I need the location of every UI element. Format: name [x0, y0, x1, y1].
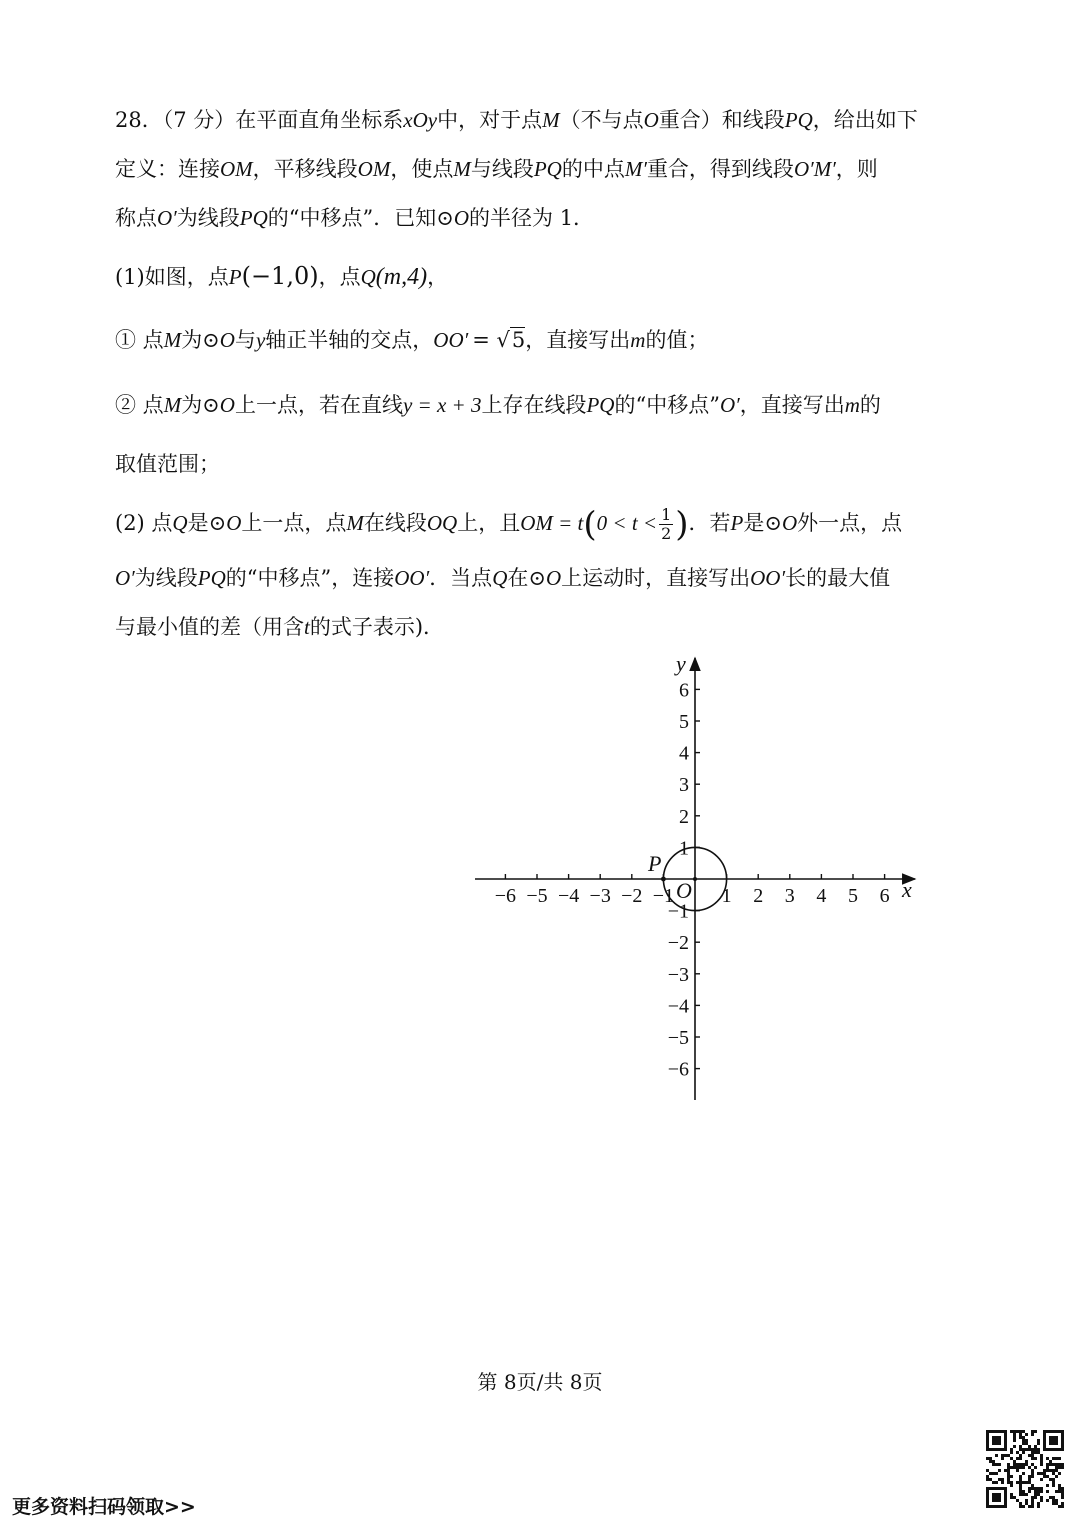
text: 上一点，点	[241, 511, 347, 535]
math-m: m	[630, 328, 646, 352]
text: ，平移线段	[252, 157, 358, 181]
text: ① 点	[115, 328, 164, 352]
y-tick-label: 5	[679, 711, 689, 733]
text: 上，且	[457, 511, 521, 535]
math-O-prime: O′	[115, 566, 135, 590]
math-O-prime: O′	[719, 393, 740, 417]
math-PQ: PQ	[239, 206, 268, 230]
y-tick-label: 6	[679, 679, 689, 702]
y-tick-label: −3	[667, 963, 689, 986]
x-tick-label: −4	[557, 885, 580, 907]
text: 在⊙	[507, 566, 546, 590]
x-tick-label: −3	[589, 885, 611, 907]
coord-Q: (m,4)	[375, 264, 428, 290]
origin-dot	[693, 877, 697, 881]
x-tick-label: −2	[621, 885, 643, 907]
paren-open: (	[583, 504, 597, 545]
math-M: M	[346, 511, 364, 535]
part-1	[115, 261, 448, 292]
text: 长的最大值	[785, 566, 891, 590]
text: ．当点	[429, 566, 493, 590]
y-tick-label: −2	[667, 932, 689, 955]
text: 为线段	[134, 566, 198, 590]
x-tick-label: 5	[848, 885, 858, 907]
text: 的	[859, 393, 881, 417]
y-tick-label: 4	[679, 742, 689, 765]
text: 的式子表示)．	[309, 615, 445, 639]
x-tick-label: −5	[526, 885, 548, 907]
text: 重合，得到线段	[646, 157, 794, 181]
text: 称点	[115, 206, 157, 230]
x-tick-label: −6	[494, 885, 517, 907]
math-O: O	[781, 511, 798, 535]
text: (1)如图，点	[115, 265, 229, 289]
math-OM-t: OM = t	[520, 511, 584, 535]
text: ，点	[318, 265, 361, 289]
math-condition: 0 < t <	[596, 511, 658, 535]
sub-question-1	[115, 325, 708, 355]
math-PQ: PQ	[197, 566, 226, 590]
text: ，则	[835, 157, 878, 181]
text: 的半径为 1．	[469, 206, 595, 230]
text: 为线段	[176, 206, 240, 230]
math-P: P	[228, 265, 242, 289]
math-M: M	[163, 328, 182, 352]
text: ，使点	[390, 157, 454, 181]
text: 与	[234, 328, 256, 352]
text: 上存在线段	[481, 393, 587, 417]
math-m: m	[844, 393, 860, 417]
math-PQ: PQ	[784, 108, 813, 132]
x-tick-label: 6	[879, 885, 890, 907]
math-OM: OM	[220, 157, 253, 181]
math-PQ: PQ	[586, 393, 615, 417]
text: 上运动时，直接写出	[561, 566, 751, 590]
math-Q: Q	[492, 566, 508, 590]
text: 与线段	[470, 157, 534, 181]
text: 的“中移点”	[614, 393, 720, 417]
x-tick-label: 3	[784, 885, 795, 907]
problem-line-2	[115, 154, 878, 184]
origin-label: O	[676, 878, 692, 903]
y-tick-label: −4	[667, 995, 689, 1018]
math-eq: =	[472, 328, 497, 352]
math-OO-prime: OO′	[750, 566, 786, 590]
text: 的中点	[561, 157, 625, 181]
text: 的“中移点”，连接	[225, 566, 395, 590]
y-tick-label: 2	[679, 805, 689, 828]
text: 中，对于点	[437, 108, 543, 132]
math-O: O	[453, 206, 470, 230]
y-axis-label: y	[676, 652, 686, 676]
text: 是⊙	[743, 511, 782, 535]
math-OM: OM	[357, 157, 391, 181]
math-O: O	[219, 393, 235, 417]
math-OQ: OQ	[426, 511, 458, 535]
sub-question-2	[115, 390, 881, 420]
problem-line-3	[115, 203, 594, 233]
point-P-dot	[661, 877, 666, 882]
sub-question-2-cont: 取值范围；	[115, 452, 220, 476]
y-tick-label: −6	[667, 1058, 689, 1081]
text: 的“中移点”．已知⊙	[267, 206, 454, 230]
math-M: M	[453, 157, 471, 181]
coordinate-figure	[470, 652, 930, 1107]
paren-close: )	[675, 504, 689, 545]
fraction-den: 2	[661, 524, 672, 543]
math-OO-prime: OO′	[394, 566, 430, 590]
math-M: M	[542, 108, 560, 132]
page-footer: 第 8页/共 8页	[477, 1370, 603, 1394]
x-tick-label: 1	[721, 885, 732, 907]
math-M-prime: M′	[624, 157, 647, 181]
math-xoy: xOy	[403, 108, 438, 132]
math-Q: Q	[360, 265, 376, 289]
part-2	[115, 505, 902, 543]
math-O: O	[226, 511, 242, 535]
x-axis-label: x	[902, 877, 912, 902]
sqrt-sign: √	[496, 328, 510, 352]
text: 定义：连接	[115, 157, 220, 181]
y-tick-label: −1	[667, 900, 689, 923]
promo-text: 更多资料扫码领取>>	[12, 1496, 196, 1518]
y-tick-label: 3	[679, 774, 689, 797]
fraction-num: 1	[661, 505, 672, 524]
math-Q: Q	[172, 511, 188, 535]
x-tick-label: 4	[816, 885, 827, 907]
math-O-prime: O′	[157, 206, 177, 230]
text: 的值；	[645, 328, 709, 352]
y-tick-label: 1	[679, 837, 689, 860]
math-P: P	[730, 511, 744, 535]
part-2-line-3	[115, 612, 444, 642]
sqrt-value: 5	[511, 328, 526, 352]
problem-line-1	[115, 105, 918, 135]
math-line-eq: y = x + 3	[402, 393, 482, 417]
text: 上一点，若在直线	[234, 393, 403, 417]
coord-P: (−1,0)	[241, 262, 319, 290]
math-y: y	[255, 328, 266, 352]
math-OO-prime: OO′	[433, 328, 469, 352]
text: 在线段	[363, 511, 427, 535]
text: (2) 点	[115, 511, 173, 535]
math-O: O	[219, 328, 235, 352]
text: 轴正半轴的交点，	[265, 328, 434, 352]
text: 是⊙	[187, 511, 227, 535]
math-M: M	[163, 393, 182, 417]
text: 为⊙	[181, 393, 220, 417]
math-t: t	[304, 615, 310, 639]
text: 与最小值的差（用含	[115, 615, 304, 639]
text: （不与点	[559, 108, 644, 132]
part-2-line-2	[115, 563, 890, 593]
text: 28．（7 分）在平面直角坐标系	[115, 108, 404, 132]
text: ，给出如下	[812, 108, 918, 132]
x-tick-label: −1	[652, 885, 675, 907]
text: 重合）和线段	[658, 108, 785, 132]
fraction-half	[659, 506, 673, 543]
math-O: O	[545, 566, 562, 590]
y-tick-label: −5	[667, 1027, 689, 1049]
qr-code-icon	[986, 1430, 1064, 1508]
point-P-label: P	[648, 851, 662, 876]
text: ．若	[688, 511, 731, 535]
math-O: O	[643, 108, 659, 132]
math-PQ: PQ	[533, 157, 562, 181]
x-tick-label: 2	[753, 885, 764, 907]
text: 为⊙	[181, 328, 220, 352]
text: 外一点，点	[797, 511, 903, 535]
math-OpMp: O′M′	[793, 157, 836, 181]
text: ② 点	[115, 393, 164, 417]
text: ，直接写出	[525, 328, 631, 352]
text: ，	[427, 265, 449, 289]
text: ，直接写出	[739, 393, 845, 417]
